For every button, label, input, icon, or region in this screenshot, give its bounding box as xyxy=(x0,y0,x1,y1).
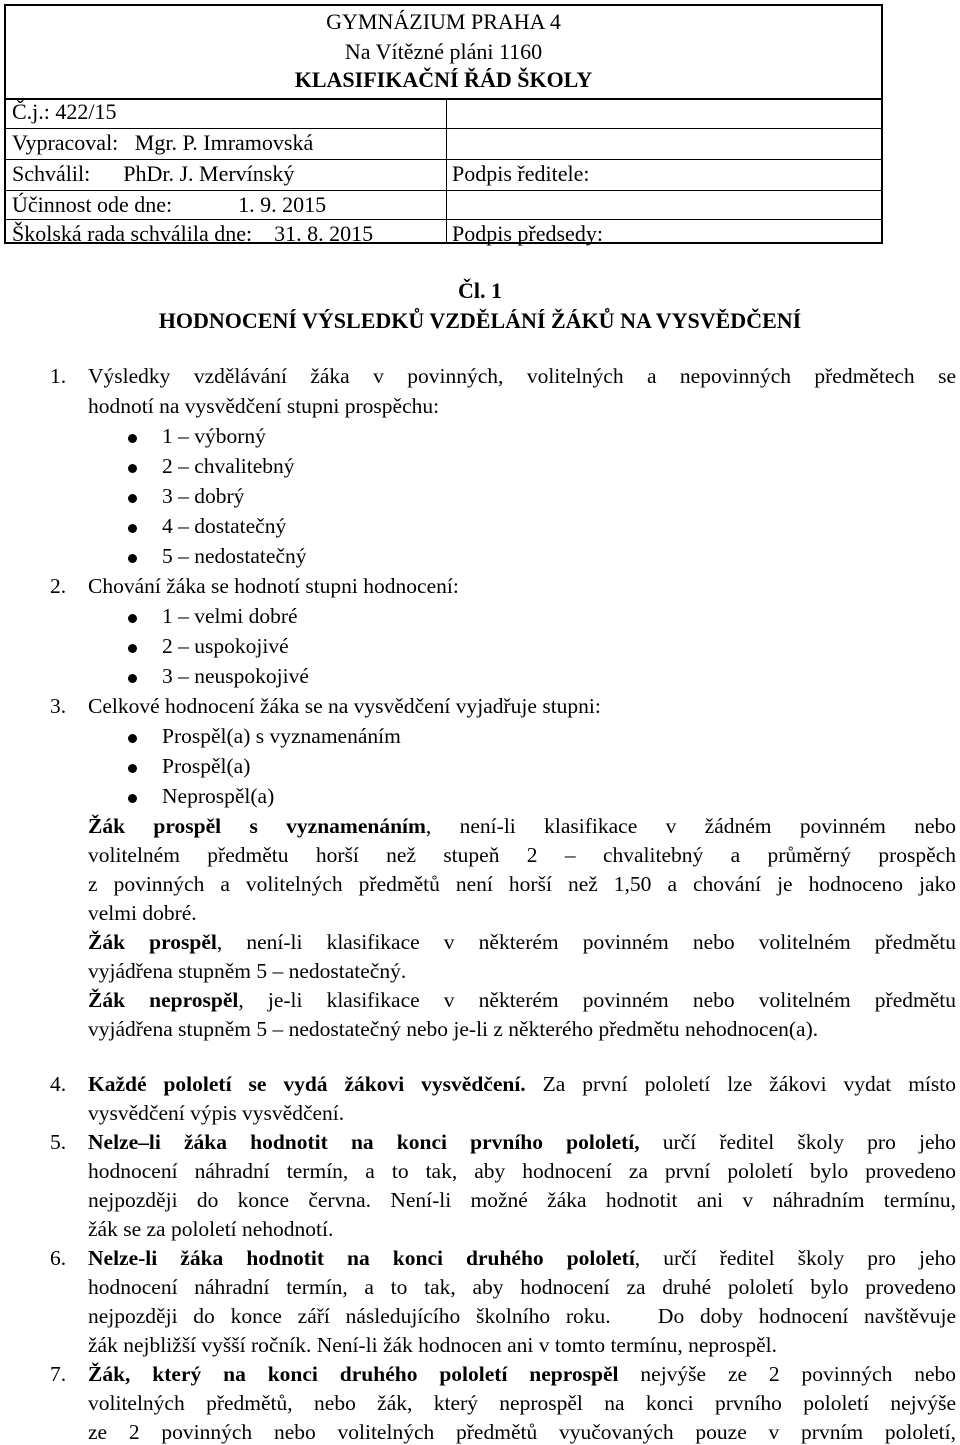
behavior-grade-item: 3 – neuspokojivé xyxy=(162,664,309,688)
section-7-line-1 xyxy=(88,1362,956,1387)
section-5-number: 5. xyxy=(50,1130,67,1154)
section-7-line-3: ze 2 povinných nebo volitelných předmětů vyučovaných pouze v prvním pololetí, xyxy=(88,1420,956,1444)
school-name: GYMNÁZIUM PRAHA 4 xyxy=(326,9,561,34)
grade-item: 5 – nedostatečný xyxy=(162,544,307,568)
section-5-line-3: nejpozději do konce června. Není-li možné žáka hodnotit ani v náhradním termínu, xyxy=(88,1188,956,1212)
passed-term: Žák prospěl xyxy=(88,930,217,954)
section-6-bold: Nelze-li žáka hodnotit na konci druhého pololetí xyxy=(88,1246,635,1270)
approved-by: Schválil: PhDr. J. Mervínský xyxy=(12,161,295,186)
section-6-line-3: nejpozději do konce září následujícího školního roku. Do doby hodnocení navštěvuje xyxy=(88,1304,956,1328)
section-5-text: určí ředitel školy pro jeho xyxy=(639,1130,956,1154)
effective-date: Účinnost ode dne: 1. 9. 2015 xyxy=(12,192,327,217)
grade-item: 2 – chvalitebný xyxy=(162,454,295,478)
overall-grade-item: Prospěl(a) s vyznamenáním xyxy=(162,724,401,748)
section-6-text: , určí ředitel školy pro jeho xyxy=(634,1246,956,1270)
bullet-icon xyxy=(128,734,137,743)
bullet-icon xyxy=(128,674,137,683)
row-rule xyxy=(6,128,881,129)
behavior-grade-item: 2 – uspokojivé xyxy=(162,634,289,658)
overall-grade-item: Neprospěl(a) xyxy=(162,784,275,808)
honors-definition-line-2: volitelném předmětu horší než stupeň 2 – chvalitebný a průměrný prospěch xyxy=(88,843,956,867)
failed-term: Žák neprospěl xyxy=(88,988,239,1012)
row-rule xyxy=(6,190,881,191)
row-rule xyxy=(6,219,881,220)
section-4-line-1 xyxy=(88,1072,956,1097)
section-2-text: Chování žáka se hodnotí stupni hodnocení: xyxy=(88,574,459,598)
bullet-icon xyxy=(128,434,137,443)
failed-definition-line-2: vyjádřena stupněm 5 – nedostatečný nebo je-li z některého předmětu nehodnocen(a). xyxy=(88,1017,819,1041)
section-4-line-2: vysvědčení výpis vysvědčení. xyxy=(88,1101,345,1125)
honors-text: , není-li klasifikace v žádném povinném nebo xyxy=(425,814,957,838)
section-3-number: 3. xyxy=(50,694,67,718)
bullet-icon xyxy=(128,614,137,623)
passed-text: , není-li klasifikace v některém povinném nebo volitelném předmětu xyxy=(216,930,956,954)
honors-definition-line-3: z povinných a volitelných předmětů není horší než 1,50 a chování je hodnoceno jako xyxy=(88,872,956,896)
passed-definition-line-1 xyxy=(88,930,956,955)
failed-definition-line-1 xyxy=(88,988,956,1013)
failed-text: , je-li klasifikace v některém povinném nebo volitelném předmětu xyxy=(238,988,956,1012)
section-5-line-2: hodnocení náhradní termín, a to tak, aby hodnocení za první pololetí bylo provedeno xyxy=(88,1159,956,1183)
bullet-icon xyxy=(128,794,137,803)
section-5-bold: Nelze–li žáka hodnotit na konci prvního pololetí, xyxy=(88,1130,640,1154)
section-4-number: 4. xyxy=(50,1072,67,1096)
section-7-line-2: volitelných předmětů, nebo žák, který neprospěl na konci prvního pololetí nejvýše xyxy=(88,1391,956,1415)
reference-number: Č.j.: 422/15 xyxy=(12,99,117,124)
section-1-line-1: Výsledky vzdělávání žáka v povinných, volitelných a nepovinných předmětech se xyxy=(88,364,956,388)
document-title: KLASIFIKAČNÍ ŘÁD ŠKOLY xyxy=(294,67,593,92)
bullet-icon xyxy=(128,644,137,653)
row-rule xyxy=(6,159,881,160)
overall-grade-item: Prospěl(a) xyxy=(162,754,251,778)
grade-item: 1 – výborný xyxy=(162,424,266,448)
section-6-line-1 xyxy=(88,1246,956,1271)
section-6-line-4: žák nejbližší vyšší ročník. Není-li žák hodnocen ani v tomto termínu, neprospěl. xyxy=(88,1333,778,1357)
article-number: Čl. 1 xyxy=(458,278,502,303)
bullet-icon xyxy=(128,524,137,533)
bullet-icon xyxy=(128,764,137,773)
section-6-line-2: hodnocení náhradní termín, a to tak, aby hodnocení za druhé pololetí bylo provedeno xyxy=(88,1275,956,1299)
bullet-icon xyxy=(128,494,137,503)
section-7-number: 7. xyxy=(50,1362,67,1386)
honors-definition-line-1 xyxy=(88,814,956,839)
bullet-icon xyxy=(128,554,137,563)
prepared-by: Vypracoval: Mgr. P. Imramovská xyxy=(12,130,314,155)
school-address: Na Vítězné pláni 1160 xyxy=(344,39,543,64)
section-4-text: Za první pololetí lze žákovi vydat místo xyxy=(525,1072,956,1096)
section-4-bold: Každé pololetí se vydá žákovi vysvědčení. xyxy=(88,1072,526,1096)
board-approval-date: Školská rada schválila dne: 31. 8. 2015 xyxy=(12,221,374,246)
section-1-line-2: hodnotí na vysvědčení stupni prospěchu: xyxy=(88,394,440,418)
document-header-table xyxy=(4,4,883,244)
section-2-number: 2. xyxy=(50,574,67,598)
article-title: HODNOCENÍ VÝSLEDKŮ VZDĚLÁNÍ ŽÁKŮ NA VYSVĚDČENÍ xyxy=(158,308,802,333)
honors-term: Žák prospěl s vyznamenáním xyxy=(88,814,426,838)
section-1-number: 1. xyxy=(50,364,67,388)
column-divider xyxy=(446,98,447,242)
section-5-line-4: žák se za pololetí nehodnotí. xyxy=(88,1217,334,1241)
bullet-icon xyxy=(128,464,137,473)
section-7-bold: Žák, který na konci druhého pololetí neprospěl xyxy=(88,1362,619,1386)
section-3-text: Celkové hodnocení žáka se na vysvědčení vyjadřuje stupni: xyxy=(88,694,601,718)
section-5-line-1 xyxy=(88,1130,956,1155)
director-signature-label: Podpis ředitele: xyxy=(452,161,590,186)
grade-item: 4 – dostatečný xyxy=(162,514,287,538)
section-6-number: 6. xyxy=(50,1246,67,1270)
passed-definition-line-2: vyjádřena stupněm 5 – nedostatečný. xyxy=(88,959,407,983)
behavior-grade-item: 1 – velmi dobré xyxy=(162,604,298,628)
chair-signature-label: Podpis předsedy: xyxy=(452,221,603,246)
section-7-text: nejvýše ze 2 povinných nebo xyxy=(618,1362,956,1386)
honors-definition-line-4: velmi dobré. xyxy=(88,901,197,925)
grade-item: 3 – dobrý xyxy=(162,484,245,508)
header-title-block xyxy=(6,6,881,100)
